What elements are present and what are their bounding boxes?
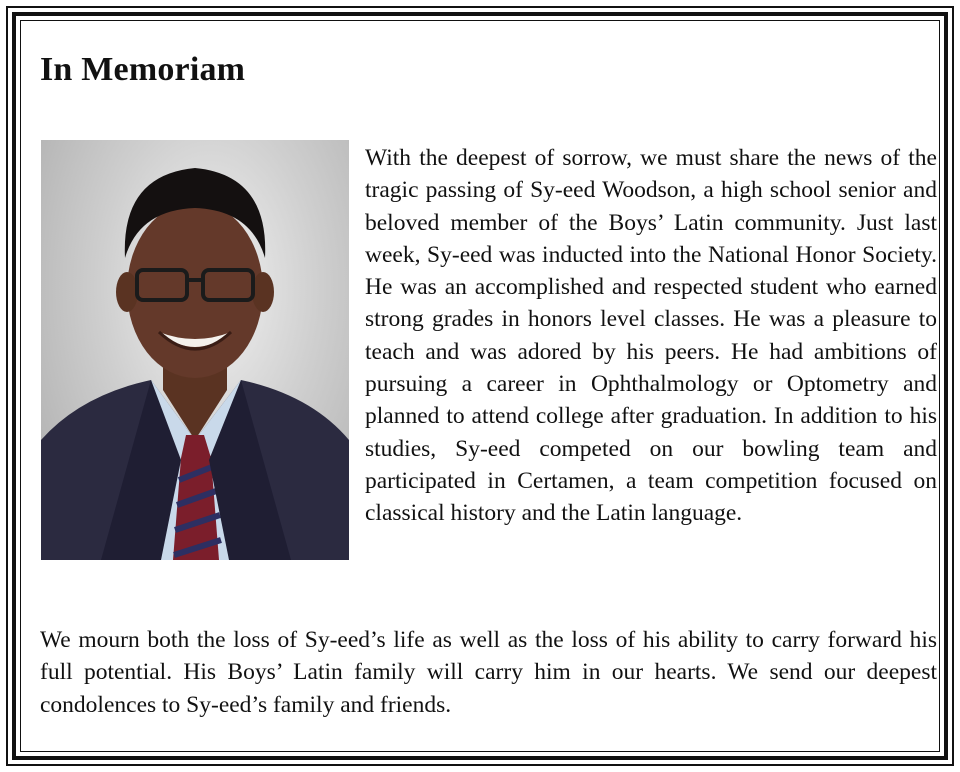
- page-title: In Memoriam: [40, 51, 246, 88]
- memorial-paragraph-2: We mourn both the loss of Sy-eed’s life as well as the loss of his ability to carry forward his full potential. His Boys’ Latin family will carry him in our hearts. We send our deepest condolences to Sy-eed’s family and friends.: [40, 627, 937, 718]
- portrait-photo: [41, 140, 349, 560]
- portrait-illustration: [41, 140, 349, 560]
- memorial-paragraph-1: With the deepest of sorrow, we must share the news of the tragic passing of Sy-eed Woodson, a high school senior and beloved member of the Boys’ Latin community. Just last week, Sy-eed was inducted into the National Honor Society. He was an accomplished and respected student who earned strong grades in honors level classes. He was a pleasure to teach and was adored by his peers. He had ambitions of pursuing a career in Ophthalmology or Optometry and planned to attend college after graduation. In addition to his studies, Sy-eed competed on our bowling team and participated in Certamen, a team competition focused on classical history and the Latin language.: [365, 145, 937, 527]
